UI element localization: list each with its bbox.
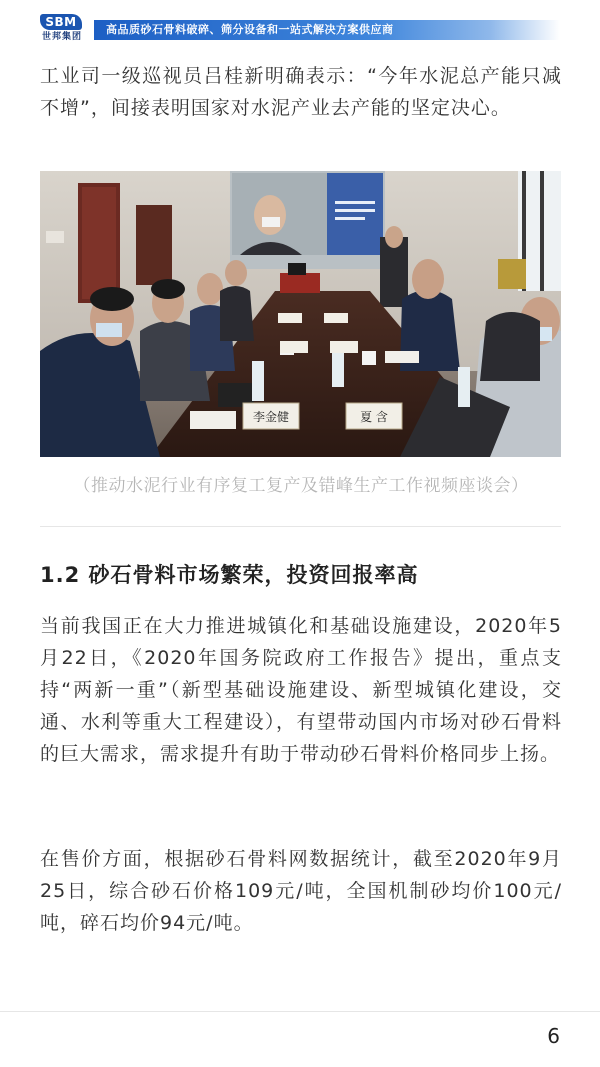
header-banner: 高品质砂石骨料破碎、筛分设备和一站式解决方案供应商 [94,20,560,40]
nameplate-left-text: 李金健 [252,410,290,424]
page-number: 6 [547,1024,560,1048]
section-title: 1.2 砂石骨料市场繁荣，投资回报率高 [40,563,419,587]
section-divider [40,526,561,527]
photo-caption: （推动水泥行业有序复工复产及错峰生产工作视频座谈会） [73,476,529,496]
meeting-photo [40,171,561,457]
logo-mark: SBM [40,14,82,30]
paragraph-cement-capacity: 工业司一级巡视员吕桂新明确表示：“今年水泥总产能只减不增”，间接表明国家对水泥产业去产能的坚定决心。 [40,65,562,119]
logo-subtitle: 世邦集团 [41,32,82,42]
paragraph-infrastructure: 当前我国正在大力推进城镇化和基础设施建设，2020年5月22日，《2020年国务院政府工作报告》提出，重点支持“两新一重”（新型基础设施建设、新型城镇化建设，交通、水利等重大工程建设），有望带动国内市场对砂石骨料的巨大需求，需求提升有助于带动砂石骨料价格同步上扬。 [40,615,562,765]
page-header [0,0,600,48]
nameplate-right-text: 夏 含 [360,410,388,424]
paragraph-prices: 在售价方面，根据砂石骨料网数据统计，截至2020年9月25日，综合砂石价格109元/吨，全国机制砂均价100元/吨，碎石均价94元/吨。 [40,848,562,934]
sbm-logo [40,14,84,42]
footer-divider [0,1011,600,1012]
meeting-photo-illustration [40,171,561,457]
